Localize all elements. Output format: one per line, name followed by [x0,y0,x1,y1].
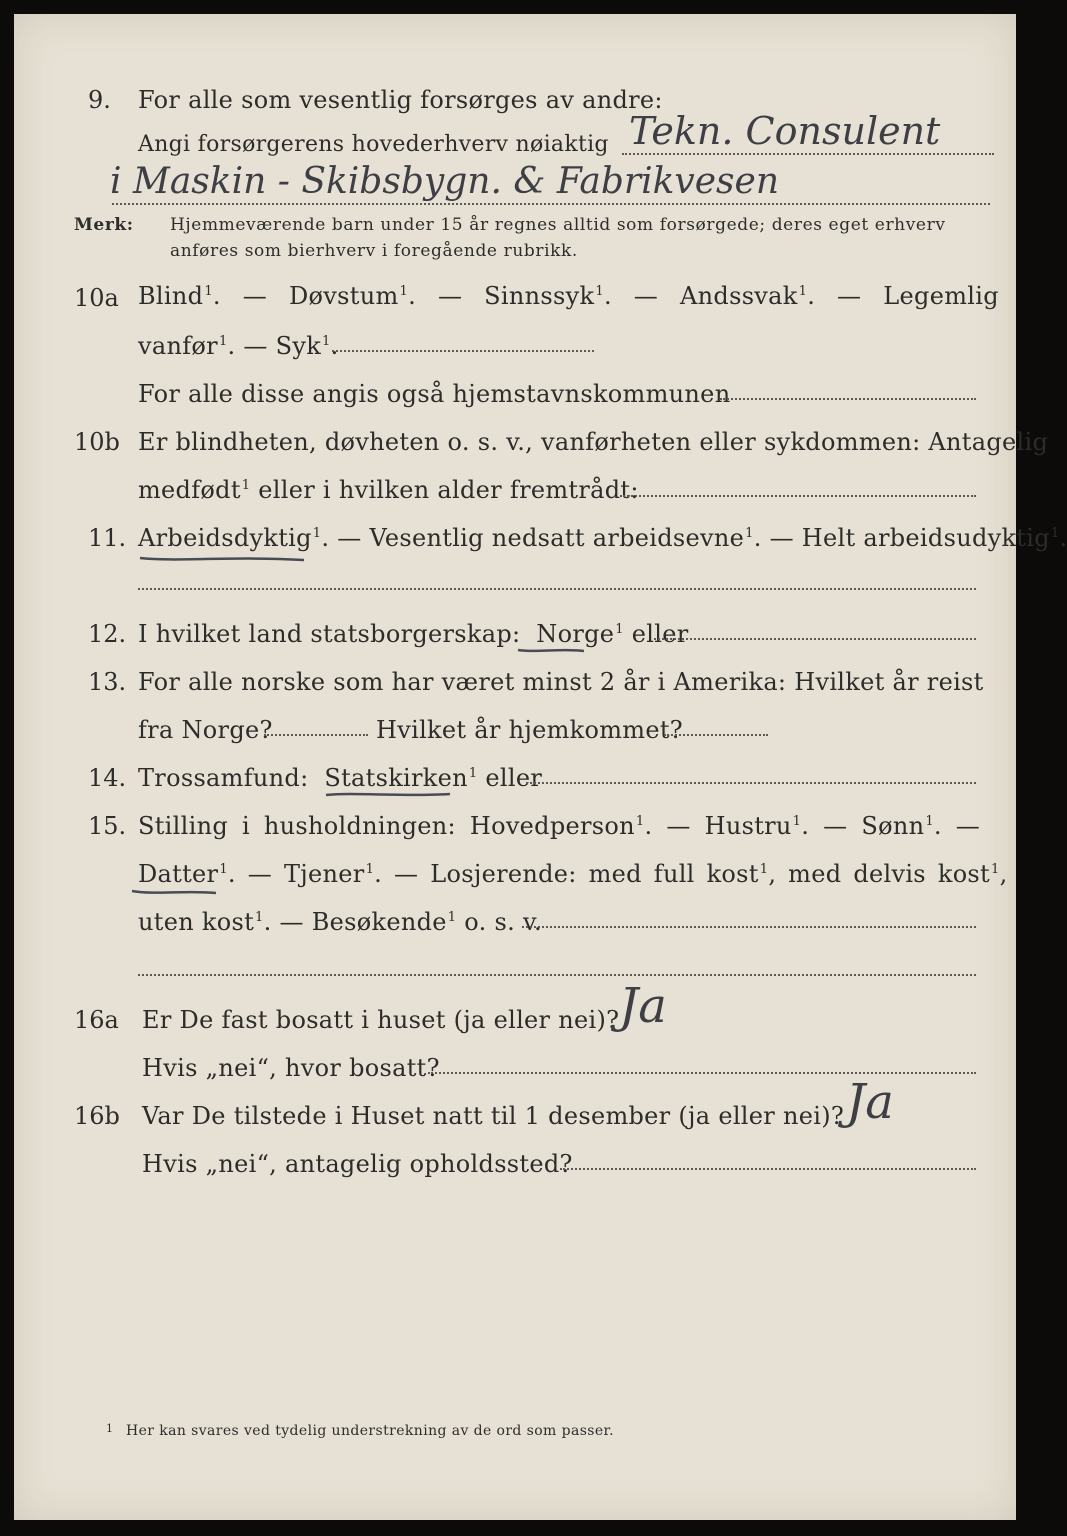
answer-line [560,1168,976,1170]
answer-line [664,734,768,736]
answer-line [264,734,368,736]
question-16b-line2: Hvis „nei“, antagelig opholdssted? [142,1150,573,1178]
question-13-line2b: Hvilket år hjemkommet? [376,716,683,744]
handwritten-underline [130,886,220,898]
question-16a-line1: Er De fast bosatt i huset (ja eller nei)? [142,1006,620,1034]
question-13-line2a: fra Norge? [138,716,273,744]
question-12-number: 12. [88,620,127,648]
handwritten-answer-16b: Ja [846,1074,894,1130]
question-14-line: Trossamfund: Statskirken$^1$ eller [138,764,543,792]
handwritten-underline [324,788,454,800]
question-10a-line2: vanfør$^1$. — Syk$^1$. [138,332,339,360]
question-15-line2: Datter$^1$. — Tjener$^1$. — Losjerende: med full kost$^1$, med delvis kost$^1$, [138,860,1008,888]
question-16a-number: 16a [74,1006,119,1034]
question-16b-number: 16b [74,1102,120,1130]
answer-line [720,398,976,400]
answer-line [620,495,976,497]
note-label: Merk: [74,215,134,235]
question-10a-line3: For alle disse angis også hjemstavnskommunen [138,380,731,408]
question-10a-number: 10a [74,284,119,312]
footnote-text: Her kan svares ved tydelig understrekning av de ord som passer. [126,1423,614,1439]
question-15-line3: uten kost$^1$. — Besøkende$^1$ o. s. v. [138,908,542,936]
question-10a-line1: Blind$^1$. — Døvstum$^1$. — Sinnssyk$^1$. — Andssvak$^1$. — Legemlig [138,282,999,310]
handwritten-answer-occupation-1: Tekn. Consulent [629,109,941,153]
question-15-number: 15. [88,812,127,840]
answer-line [138,588,976,590]
handwritten-underline [138,552,308,564]
question-13-number: 13. [88,668,127,696]
answer-line [522,926,976,928]
question-11-number: 11. [88,524,127,552]
handwritten-underline [516,644,586,656]
question-11-line: Arbeidsdyktig$^1$. — Vesentlig nedsatt arbeidsevne$^1$. — Helt arbeidsudyktig$^1$. [138,524,1067,552]
footnote-mark: 1 [106,1422,114,1435]
note-line2: anføres som bierhverv i foregående rubrikk. [170,241,578,261]
handwritten-answer-16a: Ja [619,978,667,1034]
question-9-number: 9. [88,86,111,114]
question-9-line2: Angi forsørgerens hovederhverv nøiaktig [138,132,609,157]
handwritten-answer-occupation-2: i Maskin - Skibsbygn. & Fabrikvesen [110,161,780,202]
answer-line [138,974,976,976]
question-10b-line1: Er blindheten, døvheten o. s. v., vanførheten eller sykdommen: Antagelig [138,428,1049,456]
note-line1: Hjemmeværende barn under 15 år regnes alltid som forsørgede; deres eget erhverv [170,215,946,235]
question-13-line1: For alle norske som har været minst 2 år i Amerika: Hvilket år reist [138,668,984,696]
question-10b-number: 10b [74,428,120,456]
answer-line [332,350,594,352]
question-10b-line2: medfødt$^1$ eller i hvilken alder fremtrådt: [138,476,639,504]
answer-line [526,782,976,784]
census-form-page [14,14,1067,1520]
question-15-line1: Stilling i husholdningen: Hovedperson$^1$. — Hustru$^1$. — Sønn$^1$. — [138,812,981,840]
question-16b-line1: Var De tilstede i Huset natt til 1 desember (ja eller nei)? [142,1102,845,1130]
answer-line [654,638,976,640]
question-16a-line2: Hvis „nei“, hvor bosatt? [142,1054,440,1082]
question-14-number: 14. [88,764,127,792]
answer-line [622,153,994,155]
answer-line [112,203,990,205]
question-12-line: I hvilket land statsborgerskap: Norge$^1$ eller [138,620,689,648]
question-9-line1: For alle som vesentlig forsørges av andre: [138,86,663,114]
